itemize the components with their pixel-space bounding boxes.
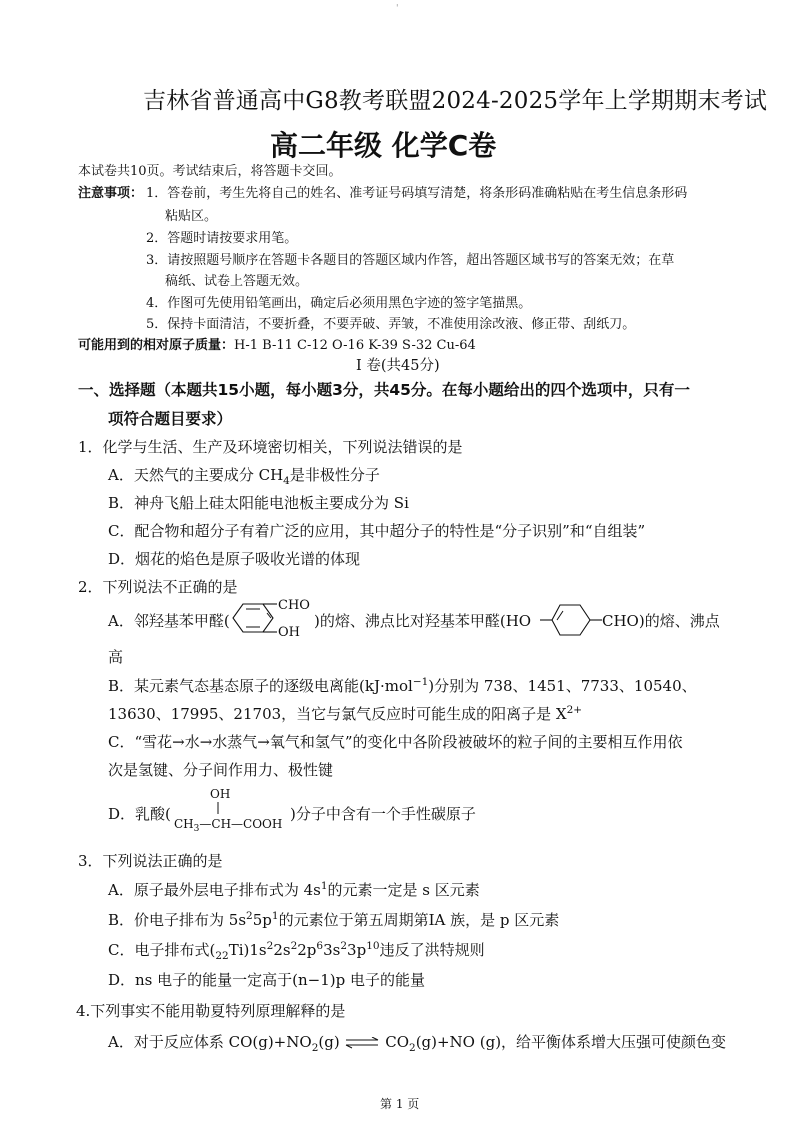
q3-option-d: D．ns 电子的能量一定高于(n−1)p 电子的能量 xyxy=(108,971,426,989)
q4-option-a: A．对于反应体系 $CO(g)+NO_2(g)$ $CO_2(g)+NO$ (g)，给平衡体系增大压强可使颜色变 xyxy=(108,1033,727,1054)
section-title: 一、选择题（本题共15小题，每小题3分，共45分。在每小题给出的四个选项中，只有一 xyxy=(78,381,690,399)
q2-stem: 2．下列说法不正确的是 xyxy=(78,578,238,596)
q1-option-a: A．天然气的主要成分 $CH_4$是非极性分子 xyxy=(108,466,380,487)
note-line: 4．作图可先使用铅笔画出，确定后必须用黑色字迹的签字笔描黑。 xyxy=(146,296,532,311)
header-mark: ' xyxy=(396,4,399,14)
note-line: 5．保持卡面清洁，不要折叠，不要弄破、弄皱，不准使用涂改液、修正带、刮纸刀。 xyxy=(146,317,636,332)
lactic-ch3-label: CH xyxy=(174,817,194,831)
q1-option-c: C．配合物和超分子有着广泛的应用，其中超分子的特性是“分子识别”和“自组装” xyxy=(108,522,646,540)
q1-option-b: B．神舟飞船上硅太阳能电池板主要成分为 Si xyxy=(108,494,409,512)
q1-option-d: D．烟花的焰色是原子吸收光谱的体现 xyxy=(108,550,361,568)
q2-option-d-prefix: D．乳酸( xyxy=(108,805,171,823)
ortho-hydroxybenzaldehyde-structure xyxy=(233,598,315,640)
note-line: 粘贴区。 xyxy=(165,209,218,224)
q2-option-c: C．“雪花→水→水蒸气→氧气和氢气”的变化中各阶段被破坏的粒子间的主要相互作用依 xyxy=(108,733,683,751)
q3-option-a: A．原子最外层电子排布式为 $4s^1$的元素一定是 s 区元素 xyxy=(108,880,480,899)
q2-option-a-prefix: A．邻羟基苯甲醛( xyxy=(108,612,230,630)
q2-option-b: B．某元素气态基态原子的逐级电离能(kJ·mol$^{-1}$)分别为 738、1451、7733、10540、 xyxy=(108,676,697,695)
oh-label: OH xyxy=(278,625,300,640)
q1-stem: 1．化学与生活、生产及环境密切相关，下列说法错误的是 xyxy=(78,438,463,456)
lactic-ch3-sub: 3 xyxy=(193,824,200,834)
q3-option-c: C．电子排布式$(_{22}Ti)1s^22s^22p^63s^23p^{10}$违反了洪特规则 xyxy=(108,940,485,962)
cho-label: CHO xyxy=(278,598,310,613)
q2-option-d-suffix: )分子中含有一个手性碳原子 xyxy=(290,805,476,823)
note-line: 3．请按照题号顺序在答题卡各题目的答题区域内作答，超出答题区域书写的答案无效；在草 xyxy=(146,253,675,268)
exam-subtitle: 高二年级 化学C卷 xyxy=(270,129,497,162)
q3-option-b: B．价电子排布为 $5s^25p^1$的元素位于第五周期第IA 族，是 p 区元素 xyxy=(108,910,560,929)
atomic-mass-line xyxy=(78,334,476,353)
q2-option-a-cont: 高 xyxy=(108,648,124,666)
note-line: 稿纸、试卷上答题无效。 xyxy=(165,274,309,289)
lactic-oh-label: OH xyxy=(210,787,231,801)
para-hydroxybenzaldehyde-ring xyxy=(540,603,602,637)
page-number: 第 1 页 xyxy=(380,1097,420,1111)
lactic-acid-structure xyxy=(172,786,292,832)
q4-stem: 4.下列事实不能用勒夏特列原理解释的是 xyxy=(76,1002,346,1020)
section-title-cont: 项符合题目要求） xyxy=(108,410,233,428)
q2-option-a-suffix: CHO)的熔、沸点 xyxy=(602,612,720,630)
equilibrium-arrow-icon xyxy=(344,1037,380,1049)
note-line: 2．答题时请按要求用笔。 xyxy=(146,231,298,246)
part-title: I 卷(共45分) xyxy=(356,358,440,374)
svg-text:CH3—CH—COOH xyxy=(174,817,282,834)
notes-label: 注意事项： xyxy=(78,186,144,201)
intro-text: 本试卷共10页。考试结束后，将答题卡交回。 xyxy=(78,164,342,179)
note-line: 1．答卷前，考生先将自己的姓名、准考证号码填写清楚，将条形码准确粘贴在考生信息条形码 xyxy=(146,186,688,201)
q2-option-c-cont: 次是氢键、分子间作用力、极性键 xyxy=(108,761,334,779)
q3-stem: 3．下列说法正确的是 xyxy=(78,852,223,870)
q2-option-a-middle: )的熔、沸点比对羟基苯甲醛(HO xyxy=(314,612,532,630)
lactic-chain-label: —CH—COOH xyxy=(199,817,283,831)
q2-option-b-cont: 13630、17995、21703，当它与氯气反应时可能生成的阳离子是 $X^{2+}$ xyxy=(108,704,583,723)
exam-title: 吉林省普通高中G8教考联盟2024-2025学年上学期期末考试 xyxy=(143,88,768,114)
atomic-mass-values: H-1 B-11 C-12 O-16 K-39 S-32 Cu-64 xyxy=(234,338,476,353)
atomic-mass-label: 可能用到的相对原子质量： xyxy=(78,338,235,353)
